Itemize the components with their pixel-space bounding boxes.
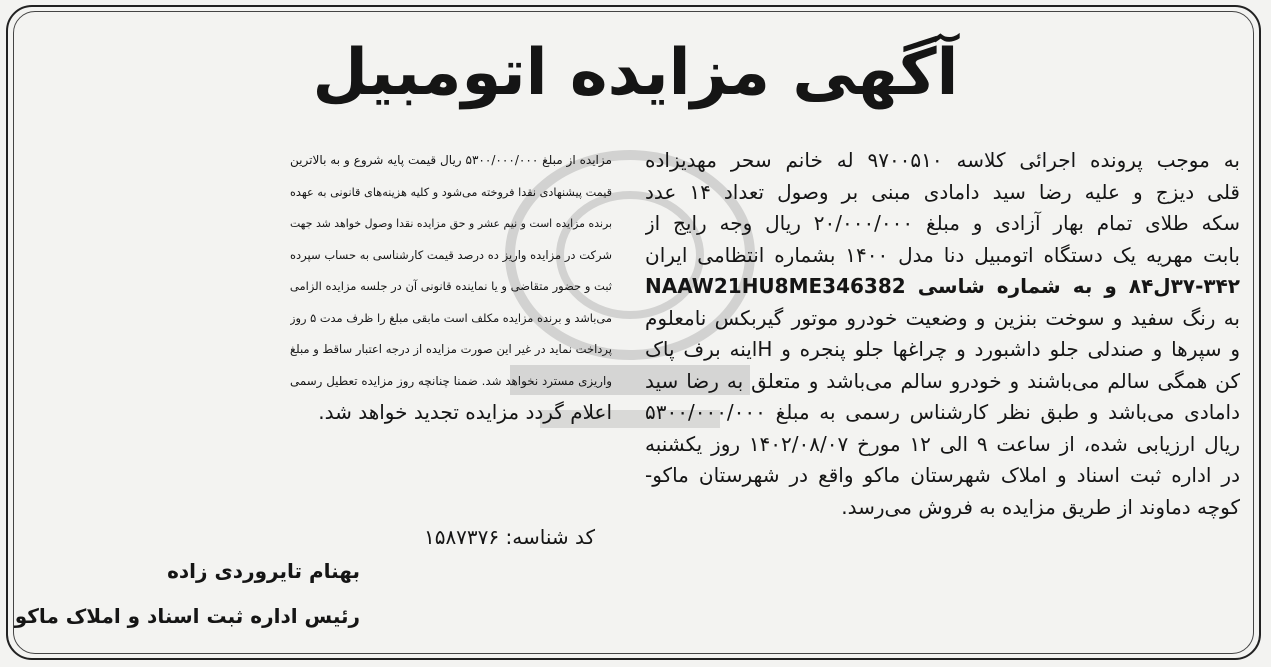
text-line: قیمت پیشنهادی نقدا فروخته می‌شود و کلیه هزینه‌های قانونی به عهده	[290, 185, 612, 199]
text-line: می‌باشد و برنده مزایده مکلف است مابقی مبلغ را ظرف مدت ۵ روز	[290, 310, 612, 325]
notice-code: کد شناسه: ۱۵۸۷۳۷۶	[423, 525, 595, 549]
text-line: ریال ارزیابی شده، از ساعت ۹ الی ۱۲ مورخ ۱۴۰۲/۰۸/۰۷ روز یکشنبه	[645, 431, 1240, 456]
text-line: مزایده از مبلغ ۵۳۰۰/۰۰۰/۰۰۰ ریال قیمت پایه شروع و به بالاترین	[290, 153, 612, 167]
text-line: ثبت و حضور متقاضی و یا نماینده قانونی آن در جلسه مزایده الزامی	[290, 279, 612, 293]
text-line: به رنگ سفید و سوخت بنزین و وضعیت خودرو موتور گیربکس نامعلوم	[645, 305, 1240, 330]
text-line: دامادی می‌باشد و طبق نظر کارشناس رسمی به مبلغ ۵۳۰۰/۰۰۰/۰۰۰	[645, 400, 1240, 424]
text-line: بابت مهریه یک دستگاه اتومبیل دنا مدل ۱۴۰۰ بشماره انتظامی ایران	[645, 242, 1240, 267]
text-line: قلی دیزج و علیه رضا سید دامادی مبنی بر وصول تعداد ۱۴ عدد	[645, 179, 1240, 204]
text-line: و سپرها و صندلی جلو داشبورد و چراغها جلو پنجره و Hاینه برف پاک	[645, 337, 1240, 361]
text-line: اعلام گردد مزایده تجدید خواهد شد.	[318, 400, 612, 424]
text-line: به موجب پرونده اجرائی کلاسه ۹۷۰۰۵۱۰ له خانم سحر مهدیزاده	[645, 148, 1240, 172]
body-right-column	[645, 145, 1240, 523]
text-line: برنده مزایده است و نیم عشر و حق مزایده نقدا وصول خواهد شد جهت	[290, 217, 612, 230]
text-line: کن همگی سالم می‌باشند و خودرو سالم می‌باشد و متعلق به رضا سید	[645, 368, 1240, 393]
text-line: پرداخت نماید در غیر این صورت مزایده از درجه اعتبار ساقط و مبلغ	[290, 342, 612, 356]
text-line: سکه طلای تمام بهار آزادی و مبلغ ۲۰/۰۰۰/۰۰۰ ریال وجه رایج از	[645, 211, 1240, 235]
page-title: آگهی مزایده اتومبیل	[312, 36, 959, 110]
signatory-name: بهنام تایروردی زاده	[167, 559, 360, 583]
text-line: کوچه دماوند از طریق مزایده به فروش می‌رسد.	[841, 494, 1240, 519]
signatory-title: رئیس اداره ثبت اسناد و املاک ماکو	[14, 604, 360, 628]
text-line: شرکت در مزایده واریز ده درصد قیمت کارشناسی به حساب سپرده	[290, 247, 612, 262]
body-left-column	[290, 145, 612, 429]
text-line: در اداره ثبت اسناد و املاک شهرستان ماکو واقع در شهرستان ماکو-	[645, 463, 1240, 487]
text-line: ۳۷-۳۴۲ل۸۴ و به شماره شاسی NAAW21HU8ME346382	[645, 274, 1240, 298]
text-line: واریزی مسترد نخواهد شد. ضمنا چنانچه روز مزایده تعطیل رسمی	[290, 373, 612, 388]
